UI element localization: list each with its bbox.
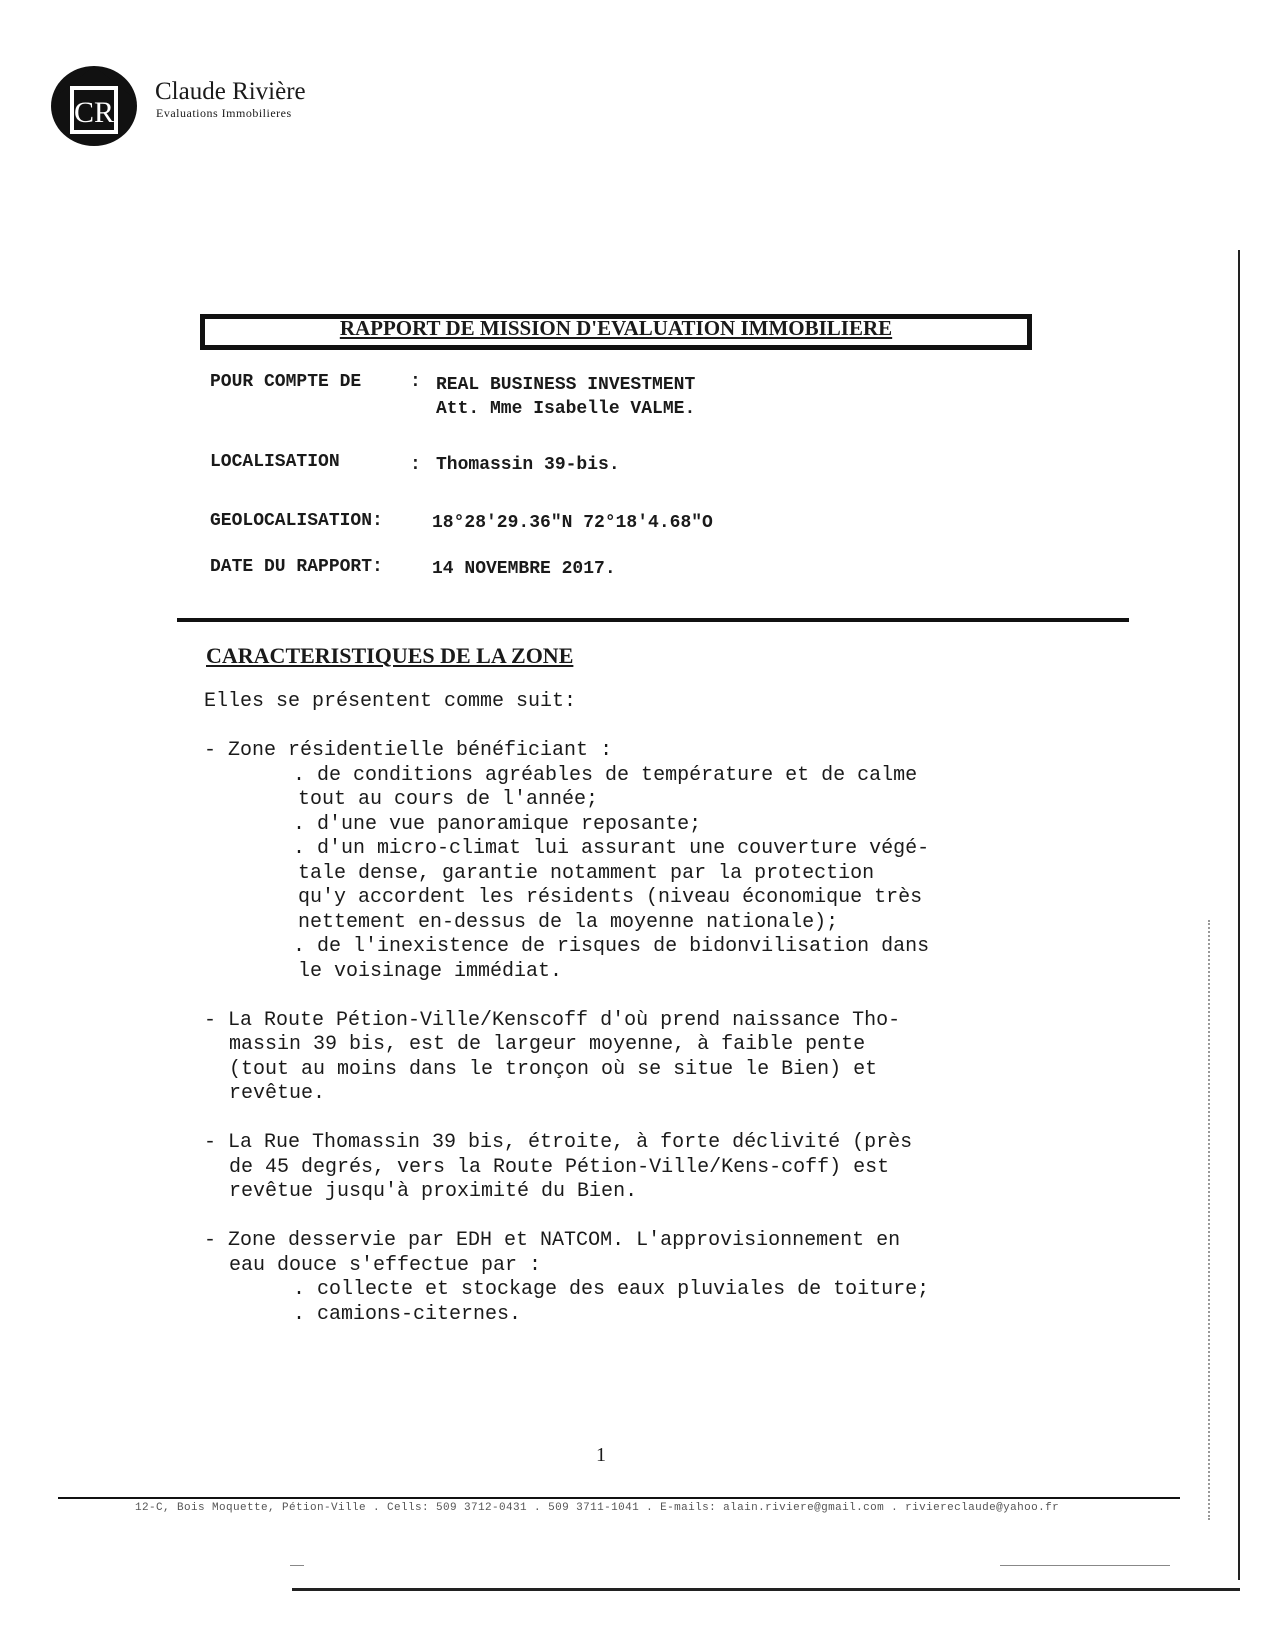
- list-item: - La Rue Thomassin 39 bis, étroite, à forte déclivité (près: [204, 1131, 913, 1154]
- page-number: 1: [596, 1444, 606, 1466]
- attention-line: Att. Mme Isabelle VALME.: [436, 399, 696, 419]
- scan-edge: [292, 1588, 1240, 1591]
- footer-contact: 12-C, Bois Moquette, Pétion-Ville . Cells: 509 3712-0431 . 509 3711-1041 . E-mails: alain.riviere@gmail.com . riviereclaude@yahoo.fr: [135, 1502, 1060, 1514]
- list-item-continuation: eau douce s'effectue par :: [229, 1253, 542, 1277]
- company-name: Claude Rivière: [155, 78, 306, 105]
- logo-monogram: CR: [73, 96, 115, 129]
- report-date: 14 NOVEMBRE 2017.: [432, 559, 616, 579]
- divider: [177, 618, 1129, 622]
- sub-bullet: . camions-citernes.: [269, 1302, 522, 1326]
- localisation-value: Thomassin 39-bis.: [436, 455, 620, 475]
- zone-characteristics: [204, 690, 1204, 1327]
- sub-bullet-continuation: le voisinage immédiat.: [298, 959, 563, 983]
- list-item: - Zone desservie par EDH et NATCOM. L'approvisionnement en: [204, 1229, 901, 1252]
- pour-compte-label: POUR COMPTE DE: [210, 372, 362, 392]
- scan-edge: [1238, 250, 1240, 1580]
- scan-mark: [1000, 1565, 1170, 1566]
- colon: :: [410, 455, 421, 475]
- geolocalisation-label: GEOLOCALISATION:: [210, 511, 383, 531]
- date-label: DATE DU RAPPORT:: [210, 557, 383, 577]
- sub-bullet: . d'une vue panoramique reposante;: [269, 812, 702, 836]
- list-item: - Zone résidentielle bénéficiant :: [204, 739, 613, 762]
- sub-bullet-continuation: tale dense, garantie notamment par la protection: [298, 861, 875, 885]
- company-subtitle: Evaluations Immobilieres: [156, 106, 292, 120]
- sub-bullet-continuation: nettement en-dessus de la moyenne nationale);: [298, 910, 839, 934]
- scan-edge: [1208, 920, 1210, 1520]
- list-item: - La Route Pétion-Ville/Kenscoff d'où prend naissance Tho-: [204, 1008, 901, 1032]
- list-item-continuation: de 45 degrés, vers la Route Pétion-Ville/Kens-coff) est: [229, 1155, 890, 1179]
- section-title: CARACTERISTIQUES DE LA ZONE: [206, 643, 574, 668]
- list-item-continuation: (tout au moins dans le tronçon où se situe le Bien) et: [229, 1057, 878, 1081]
- sub-bullet: . collecte et stockage des eaux pluviales de toiture;: [269, 1278, 930, 1301]
- sub-bullet: . de conditions agréables de température et de calme: [269, 763, 918, 787]
- list-item-continuation: massin 39 bis, est de largeur moyenne, à faible pente: [229, 1033, 866, 1056]
- sub-bullet: . d'un micro-climat lui assurant une couverture végé-: [269, 837, 930, 860]
- list-item-continuation: revêtue jusqu'à proximité du Bien.: [229, 1180, 638, 1203]
- geolocalisation-value: 18°28'29.36"N 72°18'4.68"O: [432, 513, 713, 533]
- localisation-label: LOCALISATION: [210, 452, 340, 472]
- sub-bullet-continuation: tout au cours de l'année;: [298, 788, 599, 811]
- intro-text: Elles se présentent comme suit:: [204, 690, 577, 713]
- sub-bullet-continuation: qu'y accordent les résidents (niveau économique très: [298, 886, 923, 909]
- scan-mark: [290, 1565, 304, 1566]
- footer-divider: [58, 1497, 1180, 1499]
- colon: :: [410, 372, 421, 392]
- list-item-continuation: revêtue.: [229, 1082, 326, 1105]
- report-title: RAPPORT DE MISSION D'EVALUATION IMMOBILIERE: [339, 316, 893, 340]
- client-name: REAL BUSINESS INVESTMENT: [436, 375, 696, 395]
- sub-bullet: . de l'inexistence de risques de bidonvilisation dans: [269, 935, 930, 958]
